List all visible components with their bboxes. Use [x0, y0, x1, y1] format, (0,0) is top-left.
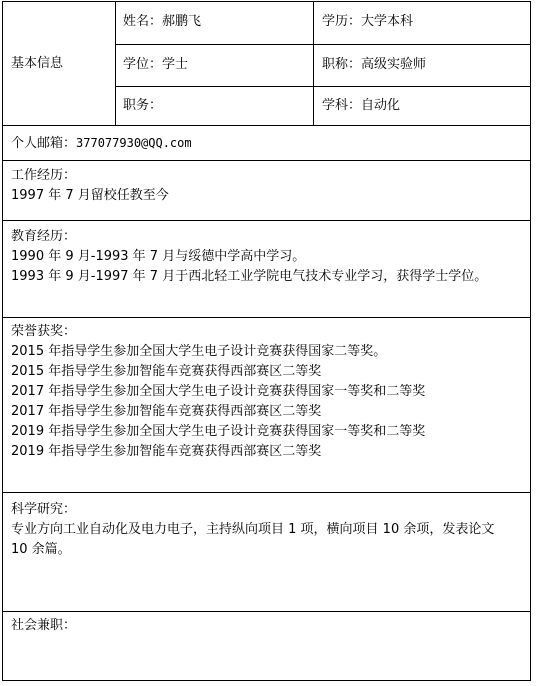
- row-divider: [115, 44, 531, 45]
- education-line: 1993 年 9 月-1997 年 7 月于西北轻工业学院电气技术专业学习，获得学士学位。: [11, 269, 488, 284]
- research-line: 10 余篇。: [11, 542, 71, 557]
- position-field: 职务：: [123, 98, 163, 113]
- name-field: 姓名：郝鹏飞: [123, 14, 202, 29]
- email-label: 个人邮箱：: [11, 136, 77, 151]
- email-value: 377077930@QQ.com: [76, 136, 192, 150]
- column-divider: [313, 1, 314, 126]
- honor-item: 2019 年指导学生参加智能车竞赛获得西部赛区二等奖: [11, 444, 322, 459]
- honors-section: [11, 322, 528, 462]
- honor-item: 2017 年指导学生参加智能车竞赛获得西部赛区二等奖: [11, 404, 322, 419]
- row-divider: [115, 86, 531, 87]
- education-line: 1990 年 9 月-1993 年 7 月与绥德中学高中学习。: [11, 249, 306, 264]
- honor-item: 2019 年指导学生参加全国大学生电子设计竞赛获得国家一等奖和二等奖: [11, 424, 426, 439]
- education-section: [11, 227, 528, 287]
- research-heading: 科学研究：: [11, 502, 77, 517]
- research-section: [11, 500, 528, 560]
- row-divider: [2, 317, 531, 318]
- row-divider: [2, 125, 531, 126]
- education-field: 学历：大学本科: [322, 14, 414, 29]
- row-divider: [2, 611, 531, 612]
- work-section: [11, 166, 528, 206]
- work-line: 1997 年 7 月留校任教至今: [11, 188, 169, 203]
- row-divider: [2, 160, 531, 161]
- row-divider: [2, 492, 531, 493]
- honor-item: 2017 年指导学生参加全国大学生电子设计竞赛获得国家一等奖和二等奖: [11, 384, 426, 399]
- basic-info-label: 基本信息: [11, 56, 64, 71]
- social-section: [11, 616, 528, 636]
- row-divider: [2, 220, 531, 221]
- social-heading: 社会兼职：: [11, 618, 77, 633]
- column-divider: [115, 1, 116, 126]
- email-row: [11, 133, 192, 154]
- research-line: 专业方向工业自动化及电力电子，主持纵向项目 1 项，横向项目 10 余项，发表论文: [11, 522, 495, 537]
- honor-item: 2015 年指导学生参加智能车竞赛获得西部赛区二等奖: [11, 364, 322, 379]
- title-field: 职称：高级实验师: [322, 57, 427, 72]
- degree-field: 学位：学士: [123, 57, 189, 72]
- education-heading: 教育经历：: [11, 229, 77, 244]
- honors-heading: 荣誉获奖：: [11, 324, 77, 339]
- honor-item: 2015 年指导学生参加全国大学生电子设计竞赛获得国家二等奖。: [11, 344, 387, 359]
- discipline-field: 学科：自动化: [322, 98, 401, 113]
- work-heading: 工作经历：: [11, 168, 77, 183]
